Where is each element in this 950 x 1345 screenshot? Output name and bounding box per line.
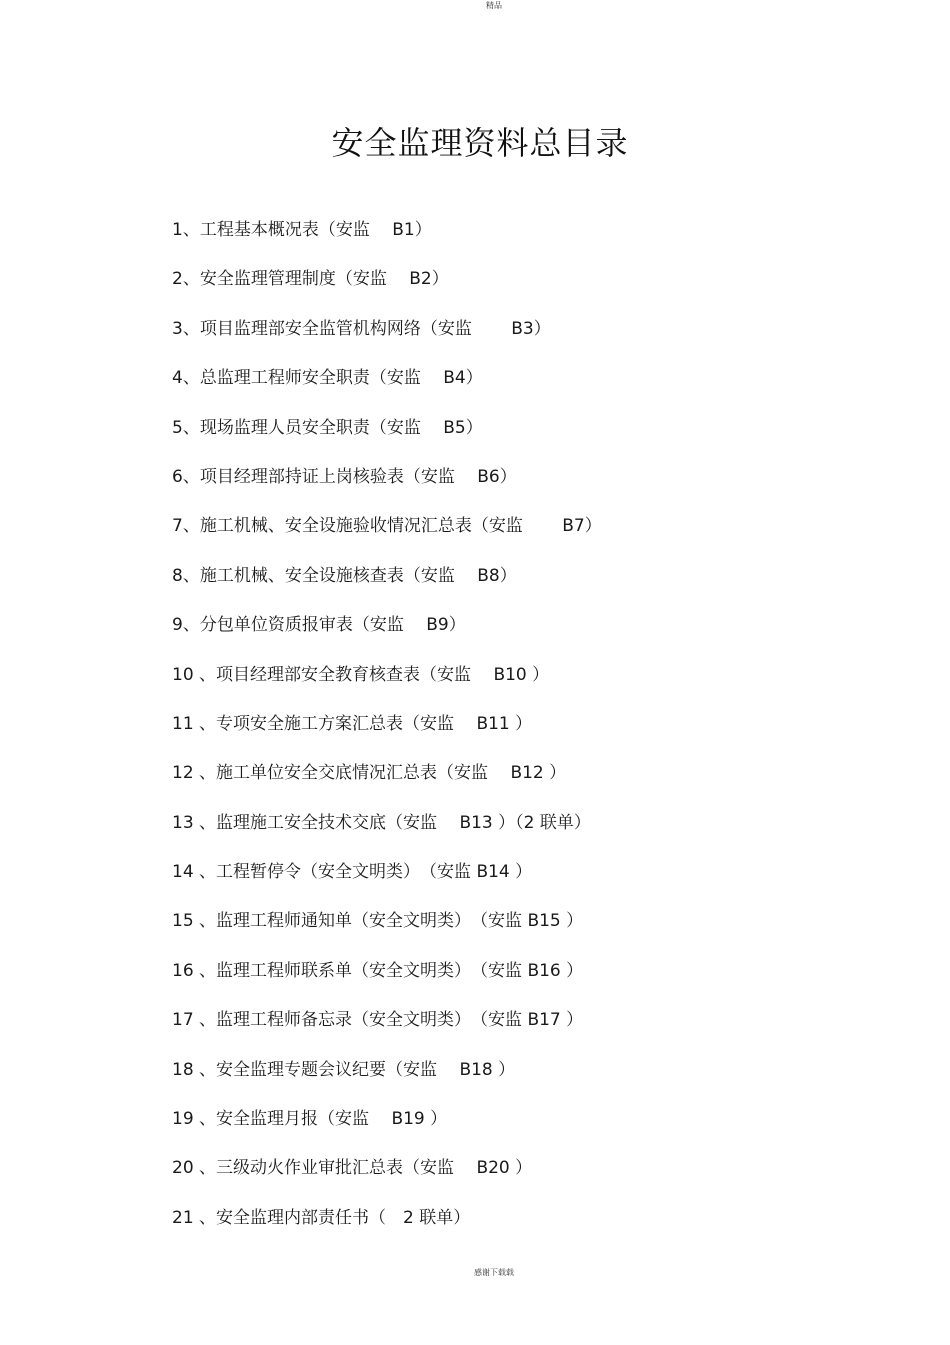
toc-item-4: 4、总监理工程师安全职责（安监 B4） bbox=[172, 368, 483, 389]
toc-item-18: 18 、安全监理专题会议纪要（安监 B18 ） bbox=[172, 1059, 516, 1080]
toc-item-16: 16 、监理工程师联系单（安全文明类） （安监 B16 ） bbox=[172, 960, 584, 981]
toc-item-8: 8、施工机械、安全设施核查表（安监 B8） bbox=[172, 565, 517, 586]
page-footer-note: 感谢下载载 bbox=[474, 1268, 514, 1277]
toc-item-10: 10 、项目经理部安全教育核查表（安监 B10 ） bbox=[172, 664, 550, 685]
toc-item-1: 1、工程基本概况表（安监 B1） bbox=[172, 220, 432, 240]
toc-item-19: 19 、安全监理月报（安监 B19 ） bbox=[172, 1109, 448, 1130]
toc-item-3: 3、项目监理部安全监管机构网络（安监 B3） bbox=[172, 318, 551, 339]
toc-item-14: 14 、工程暂停令（安全文明类） （安监 B14 ） bbox=[172, 862, 533, 883]
page-header-note: 精品 bbox=[486, 1, 502, 10]
toc-item-20: 20 、三级动火作业审批汇总表（安监 B20 ） bbox=[172, 1158, 533, 1179]
table-of-contents bbox=[172, 214, 602, 1251]
toc-item-2: 2、安全监理管理制度（安监 B2） bbox=[172, 269, 449, 290]
toc-item-5: 5、现场监理人员安全职责（安监 B5） bbox=[172, 417, 483, 438]
document-title: 安全监理资料总目录 bbox=[331, 124, 629, 162]
toc-item-13: 13 、监理施工安全技术交底（安监 B13 ）（2 联单） bbox=[172, 812, 591, 833]
toc-item-12: 12 、施工单位安全交底情况汇总表（安监 B12 ） bbox=[172, 763, 567, 784]
toc-item-21: 21 、安全监理内部责任书（ 2 联单） bbox=[172, 1207, 471, 1228]
toc-item-9: 9、分包单位资质报审表（安监 B9） bbox=[172, 615, 466, 636]
toc-item-15: 15 、监理工程师通知单（安全文明类） （安监 B15 ） bbox=[172, 911, 584, 932]
toc-item-6: 6、项目经理部持证上岗核验表（安监 B6） bbox=[172, 466, 517, 487]
toc-item-7: 7、施工机械、安全设施验收情况汇总表（安监 B7） bbox=[172, 516, 602, 537]
toc-item-11: 11 、专项安全施工方案汇总表（安监 B11 ） bbox=[172, 713, 533, 734]
toc-item-17: 17 、监理工程师备忘录（安全文明类） （安监 B17 ） bbox=[172, 1010, 584, 1031]
